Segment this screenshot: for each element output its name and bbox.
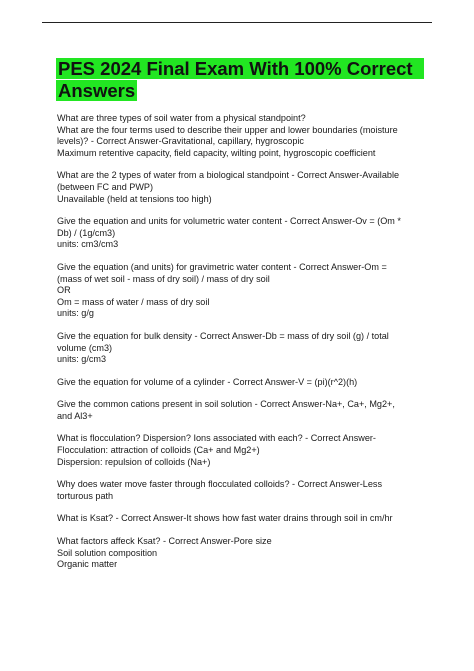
qa-block xyxy=(57,262,429,320)
qa-line: units: cm3/cm3 xyxy=(57,239,119,250)
qa-block xyxy=(57,113,429,159)
qa-block xyxy=(57,536,429,571)
qa-line: levels)? - Correct Answer-Gravitational, capillary, hygroscopic xyxy=(57,136,304,147)
qa-line: Db) / (1g/cm3) xyxy=(57,227,116,238)
qa-line: torturous path xyxy=(57,490,114,501)
title-line-2: Answers xyxy=(58,80,136,101)
qa-line: What factors affeck Ksat? - Correct Answer-Pore size xyxy=(57,536,272,547)
qa-list xyxy=(57,113,429,582)
qa-block xyxy=(57,513,429,525)
top-rule xyxy=(42,22,432,23)
qa-line: What are three types of soil water from a physical standpoint? xyxy=(57,113,306,123)
qa-line: OR xyxy=(57,285,71,296)
qa-line: Give the equation and units for volumetric water content - Correct Answer-Ov = (Om * xyxy=(57,216,401,227)
qa-block xyxy=(57,433,429,468)
qa-line: Om = mass of water / mass of dry soil xyxy=(57,296,210,307)
qa-block xyxy=(57,377,429,389)
qa-block xyxy=(57,170,429,205)
qa-line: Dispersion: repulsion of colloids (Na+) xyxy=(57,456,211,467)
qa-block xyxy=(57,216,429,251)
qa-line: Flocculation: attraction of colloids (Ca+ and Mg2+) xyxy=(57,445,260,456)
qa-line: Organic matter xyxy=(57,559,118,570)
qa-line: Unavailable (held at tensions too high) xyxy=(57,193,212,204)
qa-line: Give the equation for volume of a cylinder - Correct Answer-V = (pi)(r^2)(h) xyxy=(57,376,358,387)
qa-line: What are the 2 types of water from a biological standpoint - Correct Answer-Available xyxy=(57,170,400,181)
qa-line: Maximum retentive capacity, field capacity, wilting point, hygroscopic coefficient xyxy=(57,147,376,158)
qa-line: units: g/cm3 xyxy=(57,354,107,365)
qa-line: units: g/g xyxy=(57,308,94,319)
page-title xyxy=(56,58,426,102)
title-line-1: PES 2024 Final Exam With 100% Correct xyxy=(56,58,424,79)
qa-block xyxy=(57,331,429,366)
qa-line: Give the equation for bulk density - Correct Answer-Db = mass of dry soil (g) / total xyxy=(57,330,389,341)
qa-line: and Al3+ xyxy=(57,410,93,421)
qa-block xyxy=(57,479,429,502)
qa-line: Give the common cations present in soil solution - Correct Answer-Na+, Ca+, Mg2+, xyxy=(57,399,395,410)
qa-line: Soil solution composition xyxy=(57,547,158,558)
qa-line: What is Ksat? - Correct Answer-It shows how fast water drains through soil in cm/hr xyxy=(57,513,393,524)
qa-line: Why does water move faster through flocculated colloids? - Correct Answer-Less xyxy=(57,479,382,490)
qa-line: (between FC and PWP) xyxy=(57,181,154,192)
qa-line: What is flocculation? Dispersion? Ions associated with each? - Correct Answer- xyxy=(57,433,376,444)
qa-line: (mass of wet soil - mass of dry soil) / mass of dry soil xyxy=(57,273,270,284)
qa-line: What are the four terms used to describe their upper and lower boundaries (moisture xyxy=(57,124,398,135)
qa-line: Give the equation (and units) for gravimetric water content - Correct Answer-Om = xyxy=(57,261,387,272)
qa-line: volume (cm3) xyxy=(57,342,113,353)
qa-block xyxy=(57,399,429,422)
